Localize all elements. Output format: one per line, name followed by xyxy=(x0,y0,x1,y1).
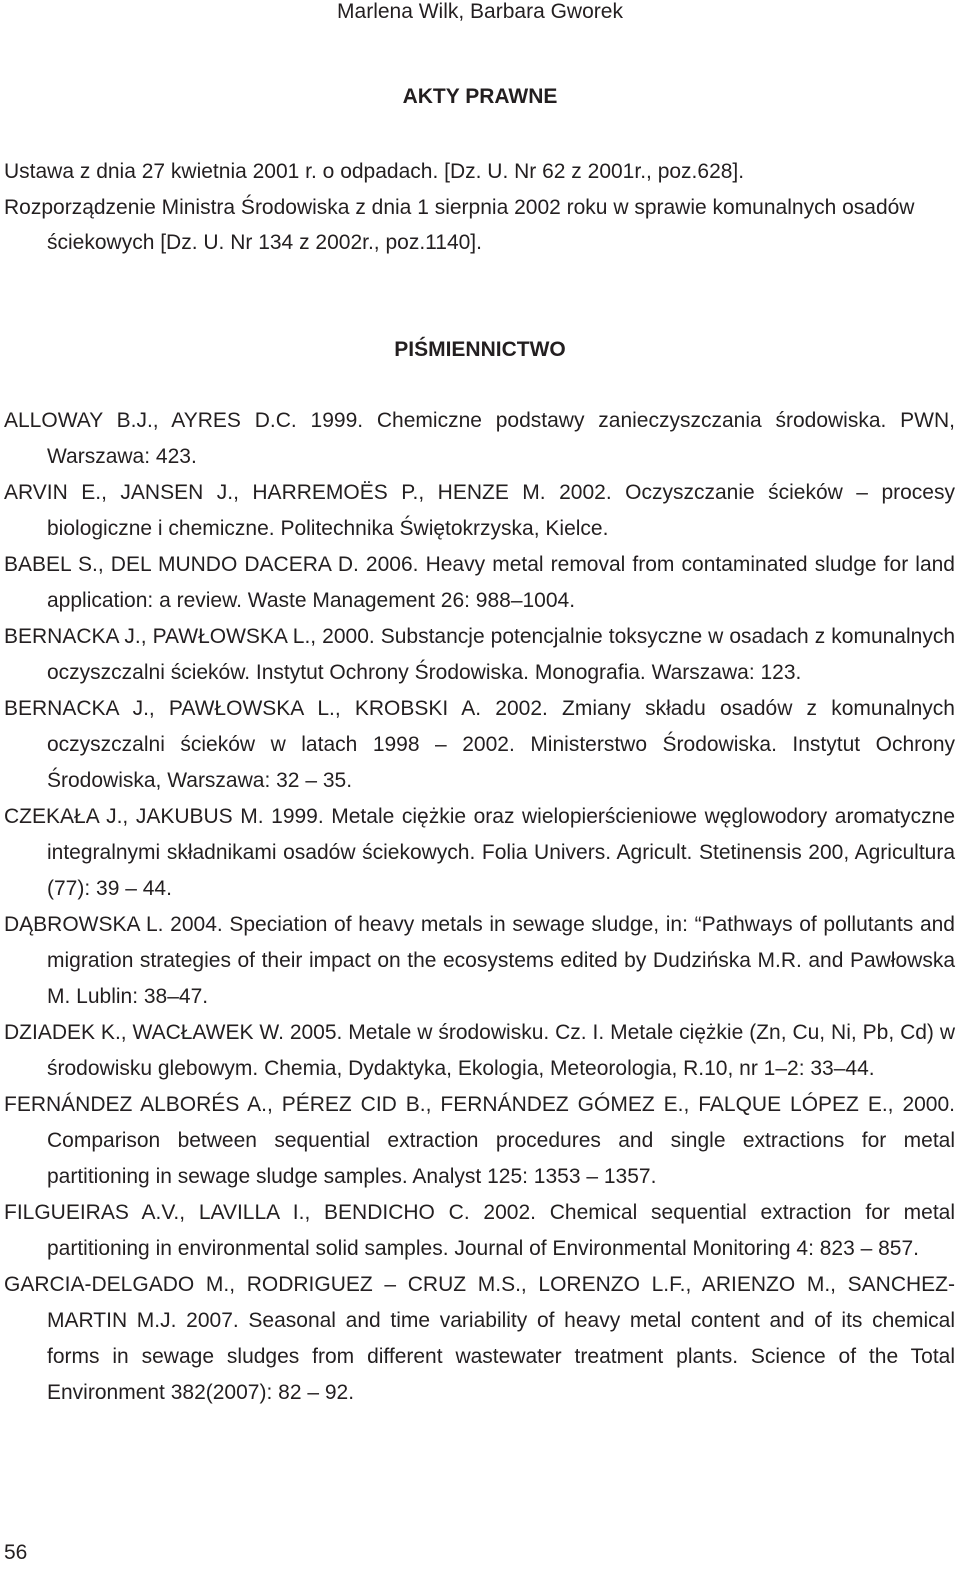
reference-item: BERNACKA J., PAWŁOWSKA L., KROBSKI A. 2002. Zmiany składu osadów z komunalnych oczyszczalni ścieków w latach 1998 – 2002. Ministerstwo Środowiska. Instytut Ochrony Środowiska, Warszawa: 32 – 35. xyxy=(4,697,955,792)
reference-item: DZIADEK K., WACŁAWEK W. 2005. Metale w środowisku. Cz. I. Metale ciężkie (Zn, Cu, Ni, Pb, Cd) w środowisku glebowym. Chemia, Dydaktyka, Ekologia, Meteorologia, R.10, nr 1–2: 33–44. xyxy=(4,1021,955,1080)
legal-act-item: Ustawa z dnia 27 kwietnia 2001 r. o odpadach. [Dz. U. Nr 62 z 2001r., poz.628]. xyxy=(4,160,745,183)
legal-acts-heading: AKTY PRAWNE xyxy=(402,85,558,108)
reference-item: ALLOWAY B.J., AYRES D.C. 1999. Chemiczne podstawy zanieczyszczania środowiska. PWN, Warszawa: 423. xyxy=(4,409,955,468)
reference-item: FERNÁNDEZ ALBORÉS A., PÉREZ CID B., FERNÁNDEZ GÓMEZ E., FALQUE LÓPEZ E., 2000. Comparison between sequential extraction procedures and single extractions for metal partitioning in sewage sludge samples. Analyst 125: 1353 – 1357. xyxy=(4,1093,955,1188)
reference-item: ARVIN E., JANSEN J., HARREMOËS P., HENZE M. 2002. Oczyszczanie ścieków – procesy biologiczne i chemiczne. Politechnika Świętokrzyska, Kielce. xyxy=(4,481,955,540)
legal-acts-list xyxy=(4,154,954,261)
references-heading: PIŚMIENNICTWO xyxy=(394,338,566,361)
reference-item: BERNACKA J., PAWŁOWSKA L., 2000. Substancje potencjalnie toksyczne w osadach z komunalnych oczyszczalni ścieków. Instytut Ochrony Środowiska. Monografia. Warszawa: 123. xyxy=(4,625,955,684)
reference-item: FILGUEIRAS A.V., LAVILLA I., BENDICHO C. 2002. Chemical sequential extraction for metal partitioning in environmental solid samples. Journal of Environmental Monitoring 4: 823 – 857. xyxy=(4,1201,955,1260)
legal-act-item: Rozporządzenie Ministra Środowiska z dnia 1 sierpnia 2002 roku w sprawie komunalnych osadów ściekowych [Dz. U. Nr 134 z 2002r., poz.1140]. xyxy=(4,195,915,254)
page-number: 56 xyxy=(4,1541,28,1564)
reference-item: GARCIA-DELGADO M., RODRIGUEZ – CRUZ M.S., LORENZO L.F., ARIENZO M., SANCHEZ-MARTIN M.J. 2007. Seasonal and time variability of heavy metal content and of its chemical forms in sewage sludges from different wastewater treatment plants. Science of the Total Environment 382(2007): 82 – 92. xyxy=(4,1273,955,1404)
reference-item: CZEKAŁA J., JAKUBUS M. 1999. Metale ciężkie oraz wielopierścieniowe węglowodory aromatyczne integralnymi składnikami osadów ściekowych. Folia Univers. Agricult. Stetinensis 200, Agricultura (77): 39 – 44. xyxy=(4,805,955,900)
references-list xyxy=(4,403,955,1411)
reference-item: DĄBROWSKA L. 2004. Speciation of heavy metals in sewage sludge, in: “Pathways of pollutants and migration strategies of their impact on the ecosystems edited by Dudzińska M.R. and Pawłowska M. Lublin: 38–47. xyxy=(4,913,955,1008)
reference-item: BABEL S., DEL MUNDO DACERA D. 2006. Heavy metal removal from contaminated sludge for land application: a review. Waste Management 26: 988–1004. xyxy=(4,553,955,612)
running-header: Marlena Wilk, Barbara Gworek xyxy=(337,0,623,23)
